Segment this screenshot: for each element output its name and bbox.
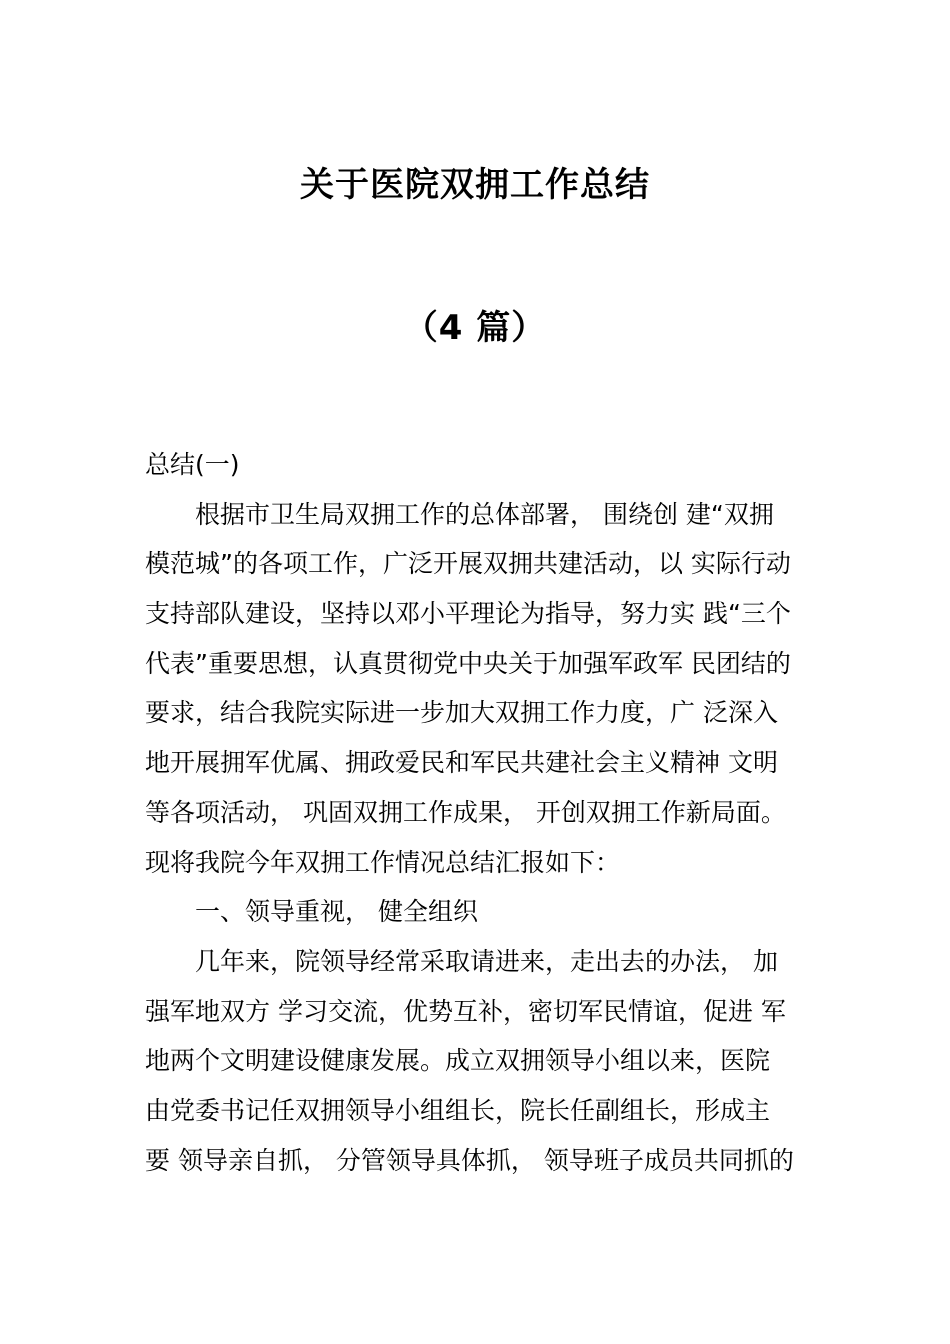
paragraph-line: 地开展拥军优属、拥政爱民和军民共建社会主义精神 文明 bbox=[145, 748, 778, 778]
paragraph-line: 强军地双方 学习交流，优势互补，密切军民情谊，促进 军 bbox=[145, 996, 786, 1026]
paragraph-line: 支持部队建设，坚持以邓小平理论为指导，努力实 践“三个 bbox=[145, 599, 791, 629]
paragraph-line: 地两个文明建设健康发展。成立双拥领导小组以来，医院 bbox=[145, 1046, 771, 1076]
paragraph-line: 模范城”的各项工作，广泛开展双拥共建活动，以 实际行动 bbox=[145, 549, 791, 579]
paragraph-line: 由党委书记任双拥领导小组组长，院长任副组长，形成主 bbox=[145, 1095, 771, 1125]
document-subtitle: （4 篇） bbox=[403, 308, 547, 348]
paragraph-line: 要求，结合我院实际进一步加大双拥工作力度，广 泛深入 bbox=[145, 698, 778, 728]
document-body bbox=[145, 440, 810, 1185]
paragraph-line: 等各项活动， 巩固双拥工作成果， 开创双拥工作新局面。 bbox=[145, 797, 786, 827]
paragraph-line: 根据市卫生局双拥工作的总体部署， 围绕创 建“双拥 bbox=[195, 499, 774, 529]
paragraph-line: 要 领导亲自抓， 分管领导具体抓， 领导班子成员共同抓的 bbox=[145, 1145, 794, 1175]
document-title: 关于医院双拥工作总结 bbox=[300, 165, 650, 205]
section-heading: 总结(一) bbox=[145, 450, 240, 479]
subsection-heading: 一、领导重视， 健全组织 bbox=[195, 897, 478, 927]
paragraph-line: 现将我院今年双拥工作情况总结汇报如下： bbox=[145, 847, 621, 877]
paragraph-line: 几年来，院领导经常采取请进来，走出去的办法， 加 bbox=[195, 946, 778, 976]
paragraph-line: 代表”重要思想，认真贯彻党中央关于加强军政军 民团结的 bbox=[145, 648, 791, 678]
